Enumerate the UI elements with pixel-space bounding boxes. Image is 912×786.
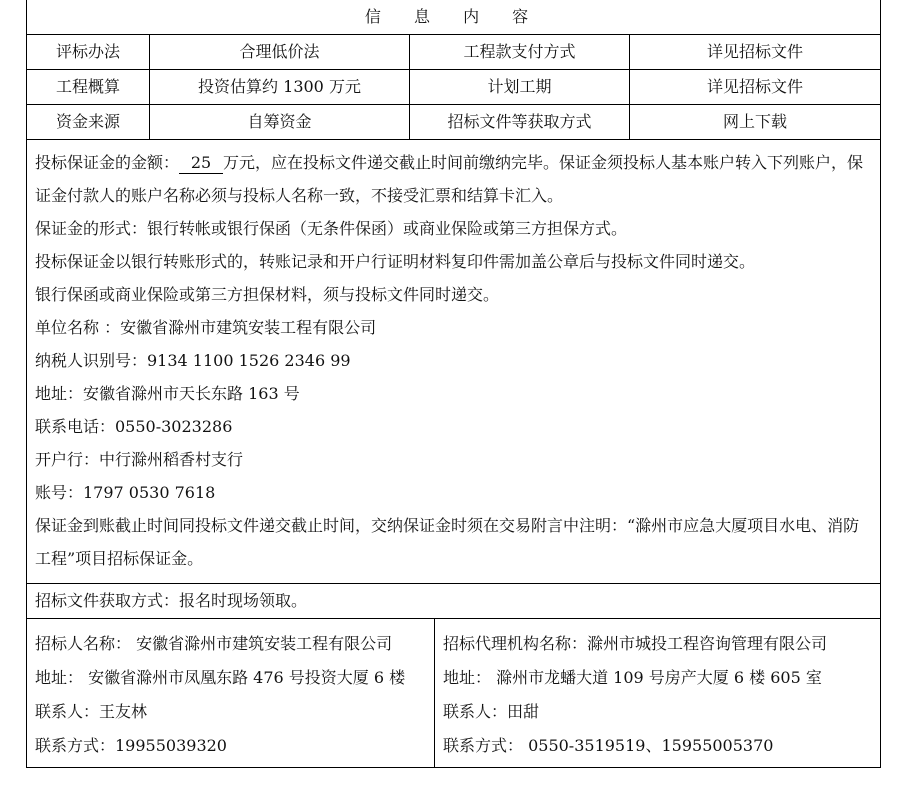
table-row <box>27 105 881 140</box>
tenderer-name: 招标人名称： 安徽省滁州市建筑安装工程有限公司 <box>35 634 393 653</box>
cell-value: 自筹资金 <box>150 105 410 140</box>
cell-label: 工程概算 <box>27 70 150 105</box>
tenderer-phone: 联系方式：19955039320 <box>35 736 227 755</box>
address-line: 地址：安徽省滁州市天长东路 163 号 <box>35 384 300 403</box>
table-row <box>27 35 881 70</box>
agency-info <box>435 619 881 768</box>
cell-value: 合理低价法 <box>150 35 410 70</box>
deposit-guarantee-line: 银行保函或商业保险或第三方担保材料，须与投标文件同时递交。 <box>35 285 500 304</box>
cell-label: 资金来源 <box>27 105 150 140</box>
bank-line: 开户行：中行滁州稻香村支行 <box>35 450 244 469</box>
agency-address: 地址： 滁州市龙蟠大道 109 号房产大厦 6 楼 605 室 <box>443 668 822 687</box>
cell-value: 详见招标文件 <box>630 35 881 70</box>
tax-id-line: 纳税人识别号：9134 1100 1526 2346 99 <box>35 351 351 370</box>
account-name-line: 单位名称 ：安徽省滁州市建筑安装工程有限公司 <box>35 318 377 337</box>
deposit-suffix: 万元，应在投标文件递交截止时间前缴纳完毕。保证金须投标人基本账户转入下列账户，保证金付款人的账户名称必须与投标人名称一致，不接受汇票和结算卡汇入。 <box>35 153 864 205</box>
deposit-prefix: 投标保证金的金额： <box>35 153 180 172</box>
tenderer-info <box>27 619 435 768</box>
tenderer-contact: 联系人：王友林 <box>35 702 148 721</box>
tenderer-address: 地址： 安徽省滁州市凤凰东路 476 号投资大厦 6 楼 <box>35 668 406 687</box>
phone-line: 联系电话：0550-3023286 <box>35 417 233 436</box>
cell-label: 招标文件等获取方式 <box>410 105 630 140</box>
tender-info-sheet <box>26 0 880 768</box>
table-row <box>27 70 881 105</box>
acquisition-method: 招标文件获取方式：报名时现场领取。 <box>27 584 881 619</box>
deposit-form-line: 保证金的形式：银行转帐或银行保函（无条件保函）或商业保险或第三方担保方式。 <box>35 219 628 238</box>
cell-value: 投资估算约 1300 万元 <box>150 70 410 105</box>
cell-value: 网上下载 <box>630 105 881 140</box>
deposit-deadline-line: 保证金到账截止时间同投标文件递交截止时间，交纳保证金时须在交易附言中注明：“滁州市应急大厦项目水电、消防工程”项目招标保证金。 <box>35 516 860 568</box>
cell-label: 计划工期 <box>410 70 630 105</box>
deposit-section <box>27 140 881 584</box>
deposit-amount-line <box>35 146 872 212</box>
agency-contact: 联系人：田甜 <box>443 702 540 721</box>
cell-value: 详见招标文件 <box>630 70 881 105</box>
table-title: 信 息 内 容 <box>27 0 881 35</box>
agency-name: 招标代理机构名称：滁州市城投工程咨询管理有限公司 <box>443 634 828 653</box>
cell-label: 评标办法 <box>27 35 150 70</box>
cell-label: 工程款支付方式 <box>410 35 630 70</box>
deposit-amount: 25 <box>179 153 223 174</box>
info-table <box>26 0 881 768</box>
agency-phone: 联系方式： 0550-3519519、15955005370 <box>443 736 774 755</box>
deposit-transfer-line: 投标保证金以银行转账形式的，转账记录和开户行证明材料复印件需加盖公章后与投标文件同时递交。 <box>35 252 756 271</box>
account-number-line: 账号：1797 0530 7618 <box>35 483 216 502</box>
